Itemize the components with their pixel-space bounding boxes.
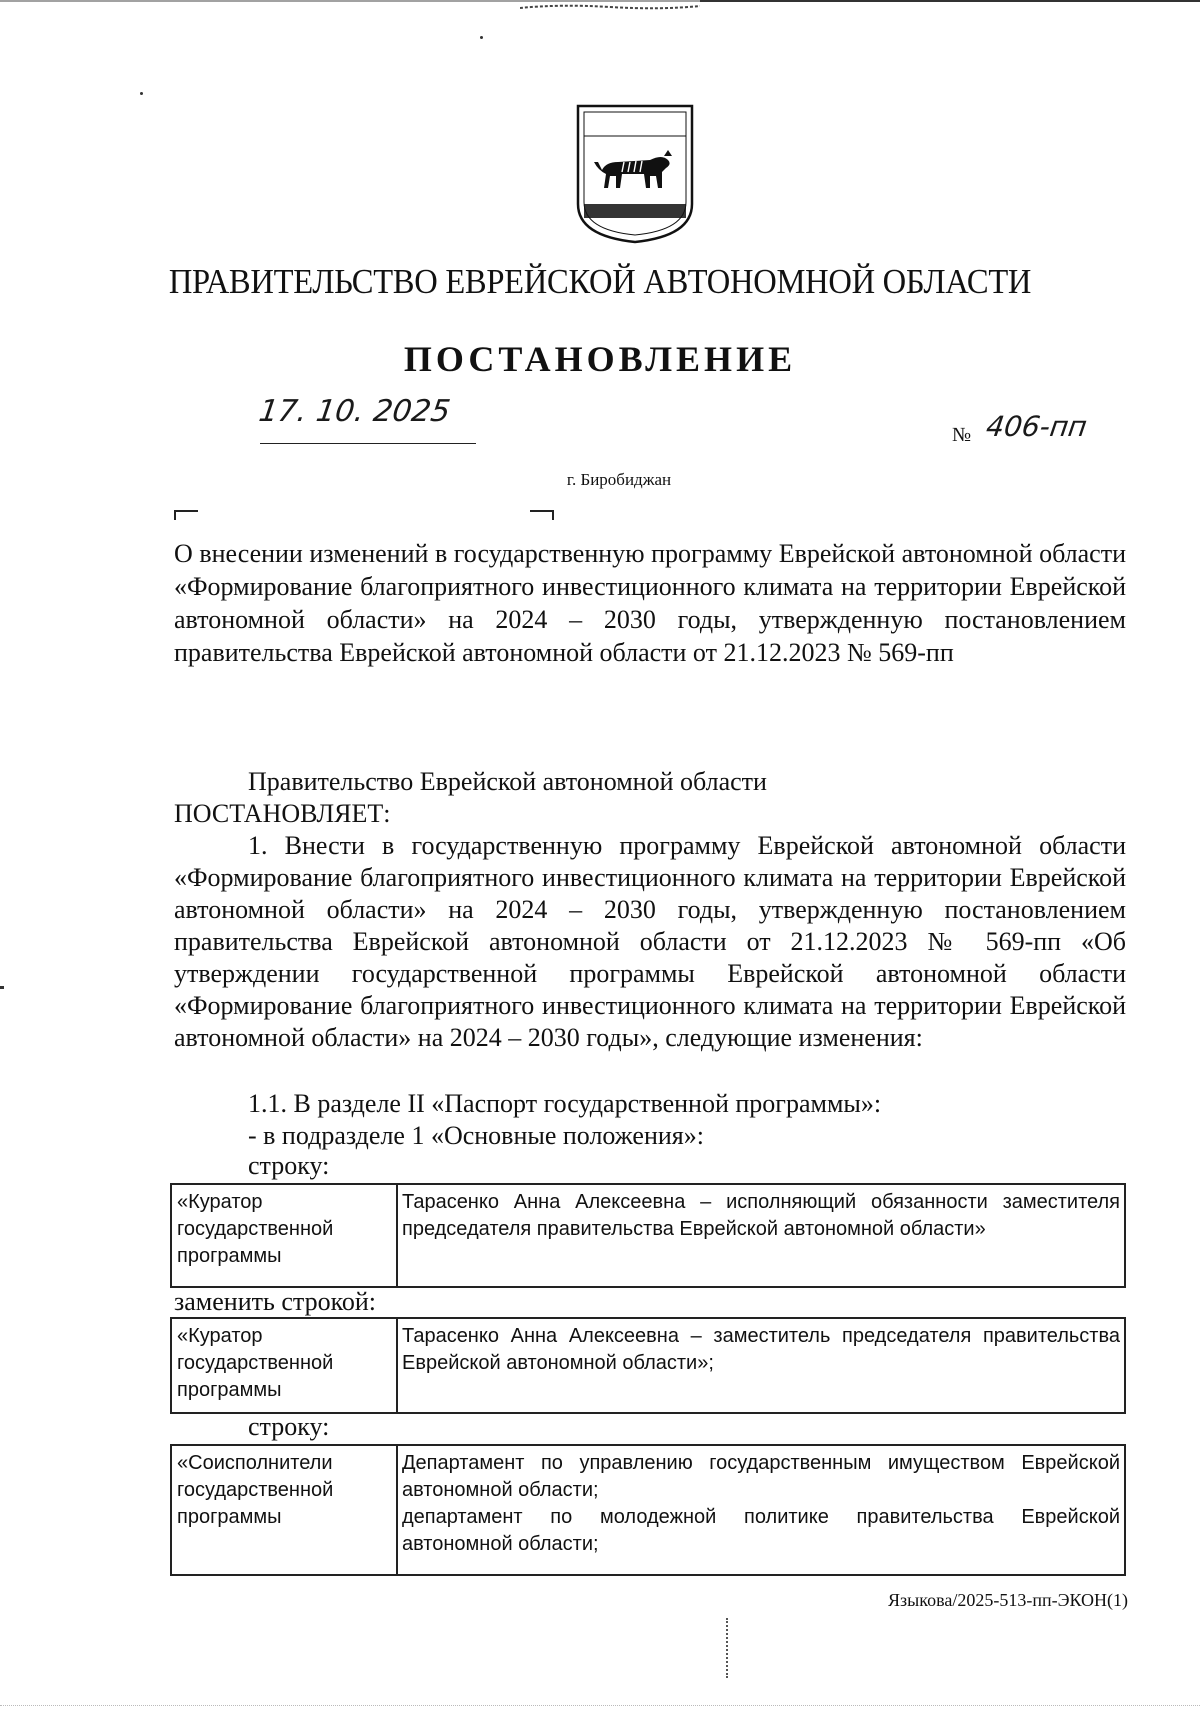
table-label-cell: «Соисполнители государственной программы xyxy=(172,1446,398,1574)
document-type-title: ПОСТАНОВЛЕНИЕ xyxy=(403,339,797,379)
row-label: строку: xyxy=(248,1412,330,1441)
handwritten-date: 17. 10. 2025 xyxy=(256,394,453,429)
table-value-cell: Тарасенко Анна Алексеевна – исполняющий обязанности заместителя председателя правительства Еврейской автономной области» xyxy=(402,1191,1120,1240)
resolves-line: ПОСТАНОВЛЯЕТ: xyxy=(174,799,391,828)
government-line: Правительство Еврейской автономной области xyxy=(248,767,767,796)
coat-of-arms-emblem xyxy=(576,104,694,244)
table-value-cell: Тарасенко Анна Алексеевна – заместитель председателя правительства Еврейской автономной области»; xyxy=(402,1325,1120,1374)
decree-subject: О внесении изменений в государственную программу Еврейской автономной области «Формирование благоприятного инвестиционного климата на территории Еврейской автономной области» на 2024 – 2030 годы, утвержденную постановлением правительства Еврейской автономной области от 21.12.2023 № 569-пп xyxy=(174,539,1126,667)
city-name: г. Биробиджан xyxy=(566,470,672,489)
scan-speck xyxy=(480,36,483,39)
curator-old-table xyxy=(170,1183,1126,1288)
subsection-1-paragraph: - в подразделе 1 «Основные положения»: xyxy=(248,1121,704,1150)
table-value-cell xyxy=(398,1446,1124,1574)
scan-bottom-edge xyxy=(0,1705,1200,1708)
scan-edge-dark xyxy=(700,0,1200,2)
document-reference: Языкова/2025-513-пп-ЭКОН(1) xyxy=(888,1590,1128,1610)
curator-new-table xyxy=(170,1317,1126,1414)
table-label-cell: «Куратор государственной программы xyxy=(172,1185,398,1286)
table-label-cell: «Куратор государственной программы xyxy=(172,1319,398,1412)
co-executor-item: департамент по молодежной политике правительства Еврейской автономной области; xyxy=(402,1506,1120,1555)
co-executors-table xyxy=(170,1444,1126,1576)
scan-dashes xyxy=(726,1618,730,1678)
scan-speck xyxy=(0,986,4,989)
co-executor-item: Департамент по управлению государственным имуществом Еврейской автономной области; xyxy=(402,1452,1120,1501)
scan-speck xyxy=(140,92,143,95)
handwritten-number: 406-пп xyxy=(984,410,1089,443)
subject-bracket-left xyxy=(174,510,198,520)
replace-label: заменить строкой: xyxy=(174,1287,377,1316)
item-1-1-paragraph: 1.1. В разделе II «Паспорт государственной программы»: xyxy=(248,1089,882,1118)
government-title: ПРАВИТЕЛЬСТВО ЕВРЕЙСКОЙ АВТОНОМНОЙ ОБЛАСТИ xyxy=(168,262,1032,301)
item-1-paragraph: 1. Внести в государственную программу Еврейской автономной области «Формирование благоприятного инвестиционного климата на территории Еврейской автономной области» на 2024 – 2030 годы, утвержденную постановлением правительства Еврейской автономной области от 21.12.2023 № 569-пп «Об утверждении государственной программы Еврейской автономной области «Формирование благоприятного инвестиционного климата на территории Еврейской автономной области» на 2024 – 2030 годы», следующие изменения: xyxy=(174,831,1126,1052)
subject-bracket-right xyxy=(530,510,554,520)
date-underline xyxy=(260,443,476,444)
scan-smudge xyxy=(520,2,700,12)
row-label: строку: xyxy=(248,1151,330,1180)
number-label: № xyxy=(952,424,972,446)
